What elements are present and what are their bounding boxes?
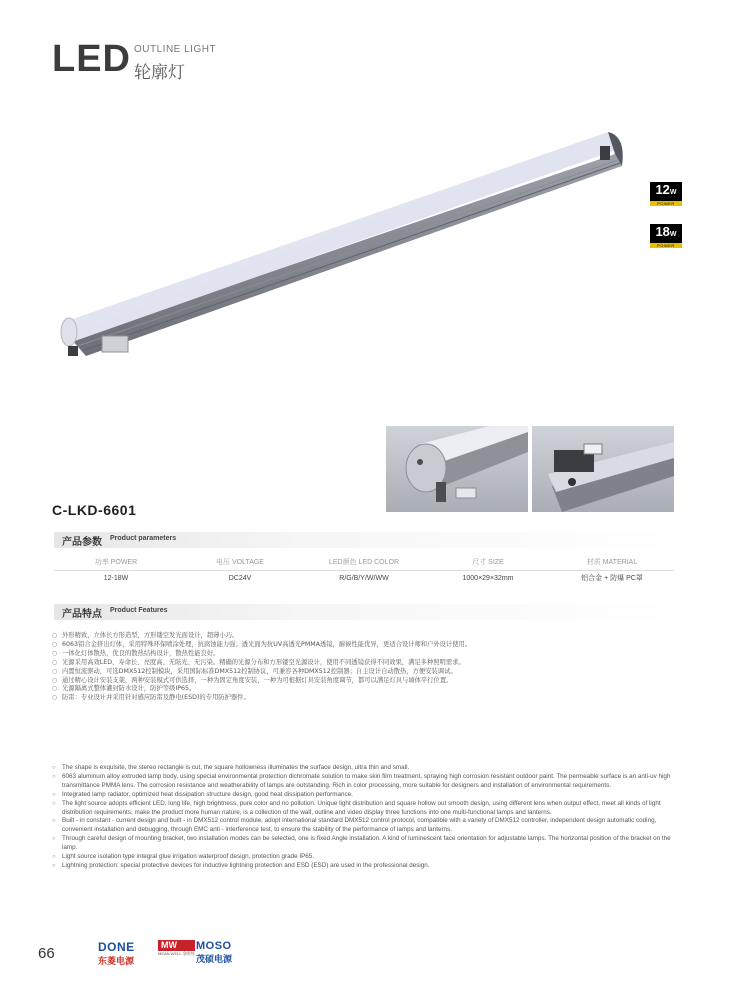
feature-item-cn: ○ 6063铝合金挤出灯体，采用特殊环保喷涂处理，抗腐蚀能力强；透光面为抗UV高透光PMMA透镜，耐候性能优异，更适合设计师和户外设计使用。 bbox=[52, 641, 682, 650]
params-header-cell: 功率 POWER bbox=[94, 559, 138, 566]
features-list-cn bbox=[52, 632, 682, 703]
brand-logo-done bbox=[98, 940, 135, 967]
feature-item-cn: ○ 光源隔离式整体灌封防水设计，防护等级IP65。 bbox=[52, 685, 682, 694]
brand-meanwell-mark: MW bbox=[158, 940, 195, 951]
feature-item-cn: ○ 内置恒流驱动，可选DMX512控制模块，采用国际标准DMX512控制协议，可兼容各种DMX512控制器；自主设计自动散热，方便安装调试。 bbox=[52, 668, 682, 677]
params-table-row bbox=[54, 572, 674, 586]
features-section-title-en: Product Features bbox=[110, 607, 168, 614]
feature-item-en: ○ Lightning protection: special protective devices for inductive lightning protection and ESD (ESD) are used in the professional design. bbox=[52, 862, 682, 871]
feature-item-en: ○ Light source isolation type integral glue irrigation waterproof design, protection grade IP65. bbox=[52, 853, 682, 862]
params-cell: 铝合金 + 防爆 PC罩 bbox=[581, 575, 643, 582]
page-number: 66 bbox=[38, 945, 55, 962]
params-cell: 1000×29×32mm bbox=[462, 575, 514, 582]
detail-photo-bracket bbox=[532, 426, 674, 512]
feature-item-cn: ○ 通过精心设计安装支架，两种安装模式可供选择，一种为固定角度安装，一种为可根据灯具安装角度调节，都可以满足灯具与墙体平行位置。 bbox=[52, 677, 682, 686]
features-section-header bbox=[54, 604, 674, 620]
brand-logo-meanwell bbox=[158, 940, 195, 957]
brand-moso-cn: 茂硕电源 bbox=[196, 955, 233, 965]
params-cell: DC24V bbox=[228, 575, 252, 582]
brand-moso-name: MOSO bbox=[196, 940, 232, 952]
params-table-header bbox=[54, 556, 674, 571]
brand-meanwell-cn: MEAN WELL 金明纬 bbox=[158, 951, 195, 956]
features-section-title-cn: 产品特点 bbox=[62, 609, 102, 620]
brand-done-name: DONE bbox=[98, 940, 135, 954]
header-title-cn: 轮廓灯 bbox=[134, 63, 185, 83]
brand-done-cn: 东菱电源 bbox=[98, 957, 135, 967]
features-list-en bbox=[52, 764, 682, 871]
feature-item-en: ○ The light source adopts efficient LED, long life, high brightness, pure color and no pollution. Unique light distribution and square hollow out smooth design, using different lens when output effect, meet all kinds of light distribution requirements, make the product more human nature, is a collection of the wall, outline and video display three functions into one multi-functional lamps and lanterns. bbox=[52, 800, 682, 818]
params-header-cell: 电压 VOLTAGE bbox=[216, 559, 264, 566]
params-header-cell: 尺寸 SIZE bbox=[472, 559, 504, 566]
feature-item-cn: ○ 防雷：专业设计并采用针对感应防雷及静电(ESD)的专用防护器件。 bbox=[52, 694, 682, 703]
brand-logo-moso bbox=[196, 940, 232, 965]
params-cell: R/G/B/Y/W/WW bbox=[339, 575, 389, 582]
params-header-cell: 材质 MATERIAL bbox=[586, 559, 638, 566]
power-badge-12w: 12W POWER bbox=[650, 182, 682, 206]
params-section-title-en: Product parameters bbox=[110, 535, 177, 542]
params-section-title-cn: 产品参数 bbox=[62, 537, 102, 548]
product-main-image bbox=[60, 110, 640, 370]
feature-item-cn: ○ 一体化灯体散热，优良的散热结构设计，散热性能良好。 bbox=[52, 650, 682, 659]
header-title-en: OUTLINE LIGHT bbox=[134, 44, 217, 55]
feature-item-en: ○ Integrated lamp radiator, optimized heat dissipation structure design, good heat dissipation performance. bbox=[52, 791, 682, 800]
feature-item-en: ○ Through careful design of mounting bracket, two installation modes can be selected, one is fixed Angle installation. A kind of luminescent face orientation for adjustable lamps. The horizontal position of the bracket on the lamp. bbox=[52, 835, 682, 853]
feature-item-en: ○ The shape is exquisite, the stereo rectangle is cut, the square hollowness illuminates the surface design, ultra thin and small. bbox=[52, 764, 682, 773]
params-section-header bbox=[54, 532, 674, 548]
feature-item-cn: ○ 光源采用高效LED，寿命长、亮度高、无眩光、无污染。精确的光源分布和方形镂空光源设计，使用不同透镜获得不同效果，满足多种照明需求。 bbox=[52, 659, 682, 668]
model-number: C-LKD-6601 bbox=[52, 502, 137, 518]
detail-photo-end-cap bbox=[386, 426, 528, 512]
feature-item-en: ○ Built - in constant - current design and built - in DMX512 control module, adopt international standard DMX512 control protocol, compatible with a variety of DMX512 controller, independent design automatic coding, convenient installation and debugging, through EMC anti - interference test, to ensure the stability of the performance of lamps and lanterns. bbox=[52, 817, 682, 835]
feature-item-cn: ○ 外形精致，立体长方形造型，方形镂空发光面设计，超薄小巧。 bbox=[52, 632, 682, 641]
header-led: LED bbox=[52, 38, 131, 80]
params-header-cell: LED颜色 LED COLOR bbox=[328, 559, 400, 566]
feature-item-en: ○ 6063 aluminum alloy extruded lamp body, using special environmental protection dichromate solution to make skin film treatment, spraying high corrosion resistant outdoor paint. The permeable surface is an anti-uv high transmittance PMMA lens. The corrosion resistance and weatherability of lamps are outstanding. Rich in color processing, more suitable for designers and installation of environmental requirements. bbox=[52, 773, 682, 791]
power-badge-18w: 18W POWER bbox=[650, 224, 682, 248]
params-cell: 12-18W bbox=[103, 575, 129, 582]
